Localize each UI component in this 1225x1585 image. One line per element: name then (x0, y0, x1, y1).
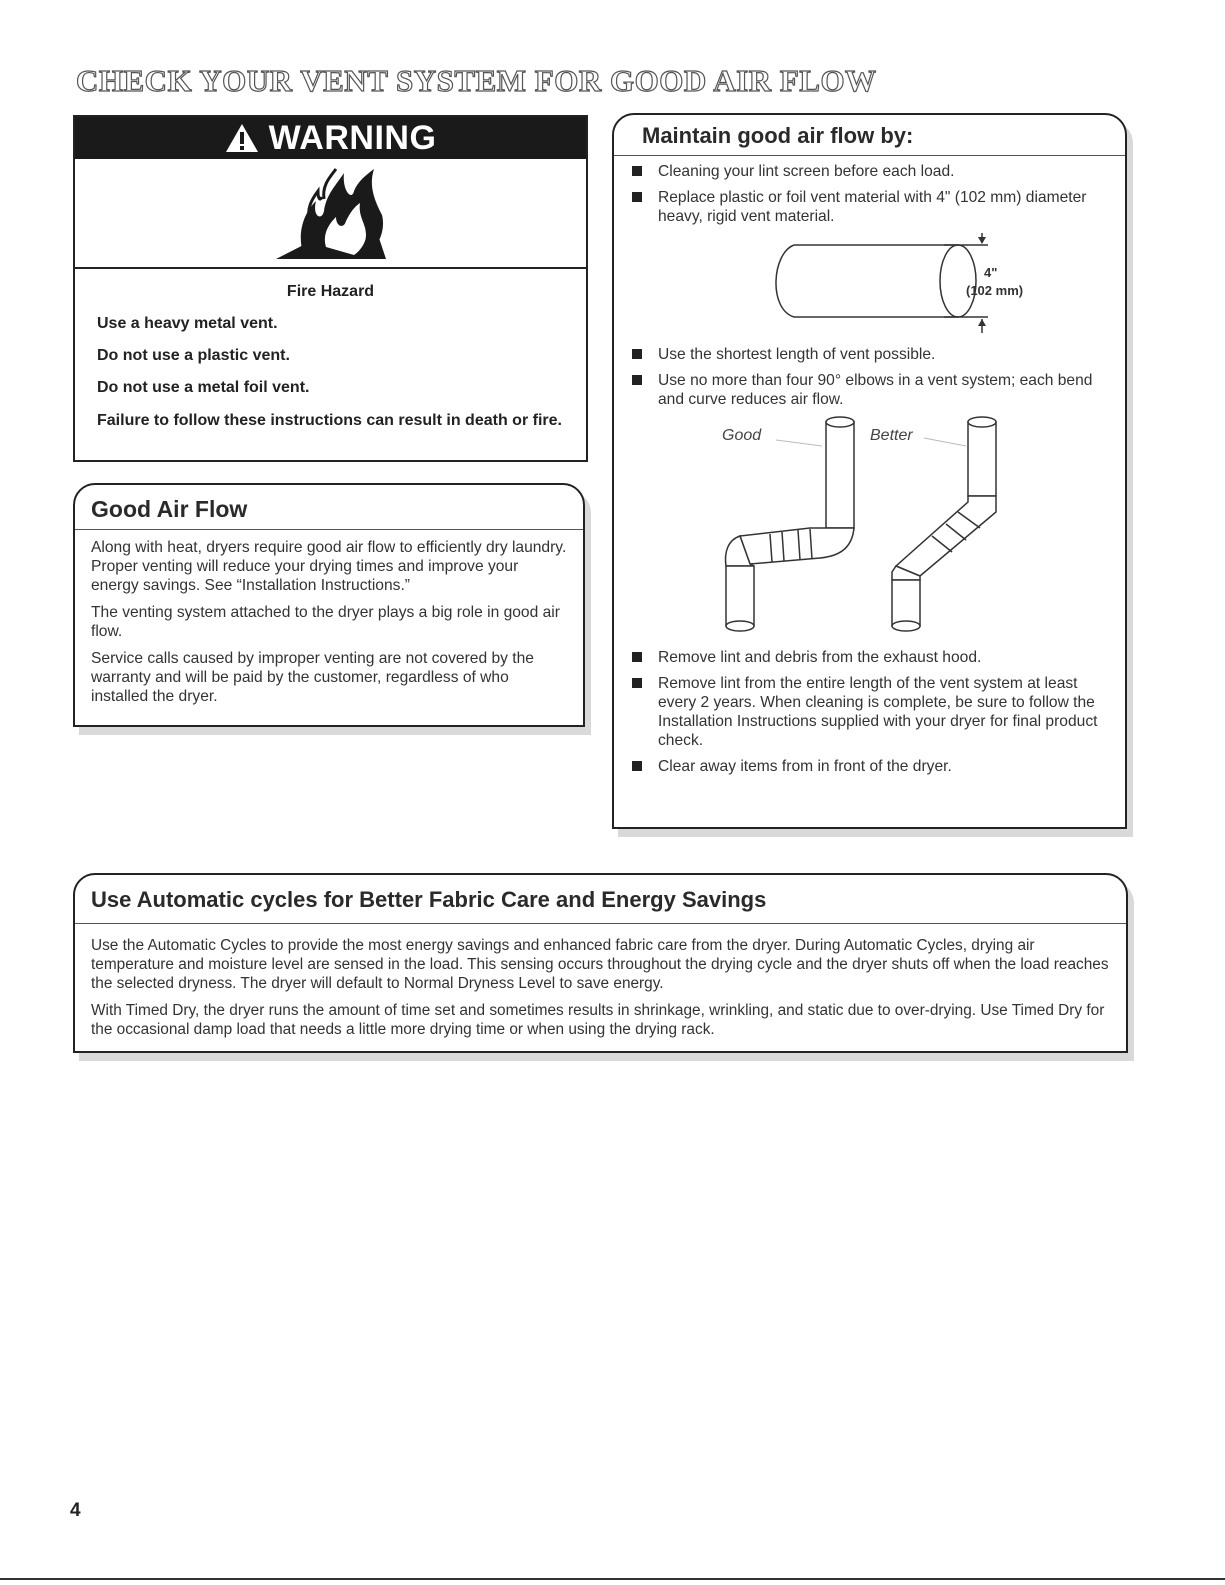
maintain-air-flow-panel (612, 113, 1127, 829)
warning-box (73, 115, 588, 462)
list-item-text: Remove lint from the entire length of the vent system at least every 2 years. When cleaning is complete, be sure to follow the Installation Instructions supplied with your dryer for final product check. (658, 675, 1098, 749)
page-number: 4 (70, 1500, 81, 1521)
list-item (622, 162, 1117, 181)
bullet-list-top (622, 162, 1117, 226)
fire-icon (266, 161, 396, 266)
list-item (622, 757, 1117, 776)
automatic-cycles-panel (73, 873, 1128, 1053)
elbow-label-better: Better (870, 427, 913, 444)
warning-line: Use a heavy metal vent. (97, 315, 278, 332)
automatic-cycles-title: Use Automatic cycles for Better Fabric Care and Energy Savings (75, 875, 1126, 924)
warning-label: WARNING (268, 118, 437, 157)
paragraph: With Timed Dry, the dryer runs the amount of time set and sometimes results in shrinkage, wrinkling, and static due to over-drying. Use Timed Dry for the occasional damp load that needs a little more drying time or when using the drying rack. (91, 1002, 1105, 1038)
list-item-text: Cleaning your lint screen before each load. (658, 163, 955, 180)
list-item-text: Remove lint and debris from the exhaust hood. (658, 649, 982, 666)
paragraph: Along with heat, dryers require good air flow to efficiently dry laundry. Proper venting will reduce your drying times and improve your energy savings. See “Installation Instructions.” (91, 539, 567, 594)
good-air-flow-panel (73, 483, 585, 727)
list-item-text: Replace plastic or foil vent material with 4" (102 mm) diameter heavy, rigid vent material. (658, 189, 1087, 225)
bottom-rule (0, 1578, 1225, 1580)
bullet-icon (632, 349, 642, 359)
warning-header (75, 117, 586, 159)
warning-line: Failure to follow these instructions can result in death or fire. (97, 412, 562, 429)
list-item (622, 371, 1117, 409)
list-item-text: Use no more than four 90° elbows in a vent system; each bend and curve reduces air flow. (658, 372, 1093, 408)
elbow-label-good: Good (722, 427, 762, 444)
bullet-list-bottom (622, 648, 1117, 776)
page-title: CHECK YOUR VENT SYSTEM FOR GOOD AIR FLOW (76, 63, 877, 98)
list-item-text: Use the shortest length of vent possible. (658, 346, 936, 363)
bullet-icon (632, 166, 642, 176)
paragraph: Use the Automatic Cycles to provide the most energy savings and enhanced fabric care from the dryer. During Automatic Cycles, drying air temperature and moisture level are sensed in the load. This sensing occurs throughout the drying cycle and the dryer shuts off when the load reaches the selected dryness. The dryer will default to Normal Dryness Level to save energy. (91, 937, 1109, 992)
list-item (622, 188, 1117, 226)
paragraph: Service calls caused by improper venting are not covered by the warranty and will be paid by the customer, regardless of who installed the dryer. (91, 650, 534, 705)
vent-elbow-diagram (710, 416, 1030, 636)
list-item (622, 345, 1117, 364)
warning-line: Do not use a metal foil vent. (97, 379, 310, 396)
list-item (622, 674, 1117, 750)
bullet-icon (632, 192, 642, 202)
warning-line: Do not use a plastic vent. (97, 347, 290, 364)
warning-icon-area (75, 159, 586, 269)
warning-triangle-icon (225, 123, 259, 153)
automatic-cycles-body (75, 924, 1126, 1039)
bullet-list-mid (622, 345, 1117, 409)
bullet-icon (632, 652, 642, 662)
warning-text (75, 269, 586, 431)
vent-pipe-diagram (758, 233, 1058, 333)
pipe-size-label-mm: (102 mm) (966, 283, 1024, 298)
good-air-flow-body (75, 530, 583, 706)
maintain-title: Maintain good air flow by: (614, 115, 1125, 156)
good-air-flow-title: Good Air Flow (75, 485, 583, 530)
pipe-size-label-in: 4" (984, 265, 998, 280)
maintain-body (614, 156, 1125, 776)
list-item-text: Clear away items from in front of the dryer. (658, 758, 952, 775)
paragraph: The venting system attached to the dryer plays a big role in good air flow. (91, 604, 560, 640)
hazard-title: Fire Hazard (286, 283, 375, 300)
bullet-icon (632, 678, 642, 688)
list-item (622, 648, 1117, 667)
bullet-icon (632, 761, 642, 771)
bullet-icon (632, 375, 642, 385)
